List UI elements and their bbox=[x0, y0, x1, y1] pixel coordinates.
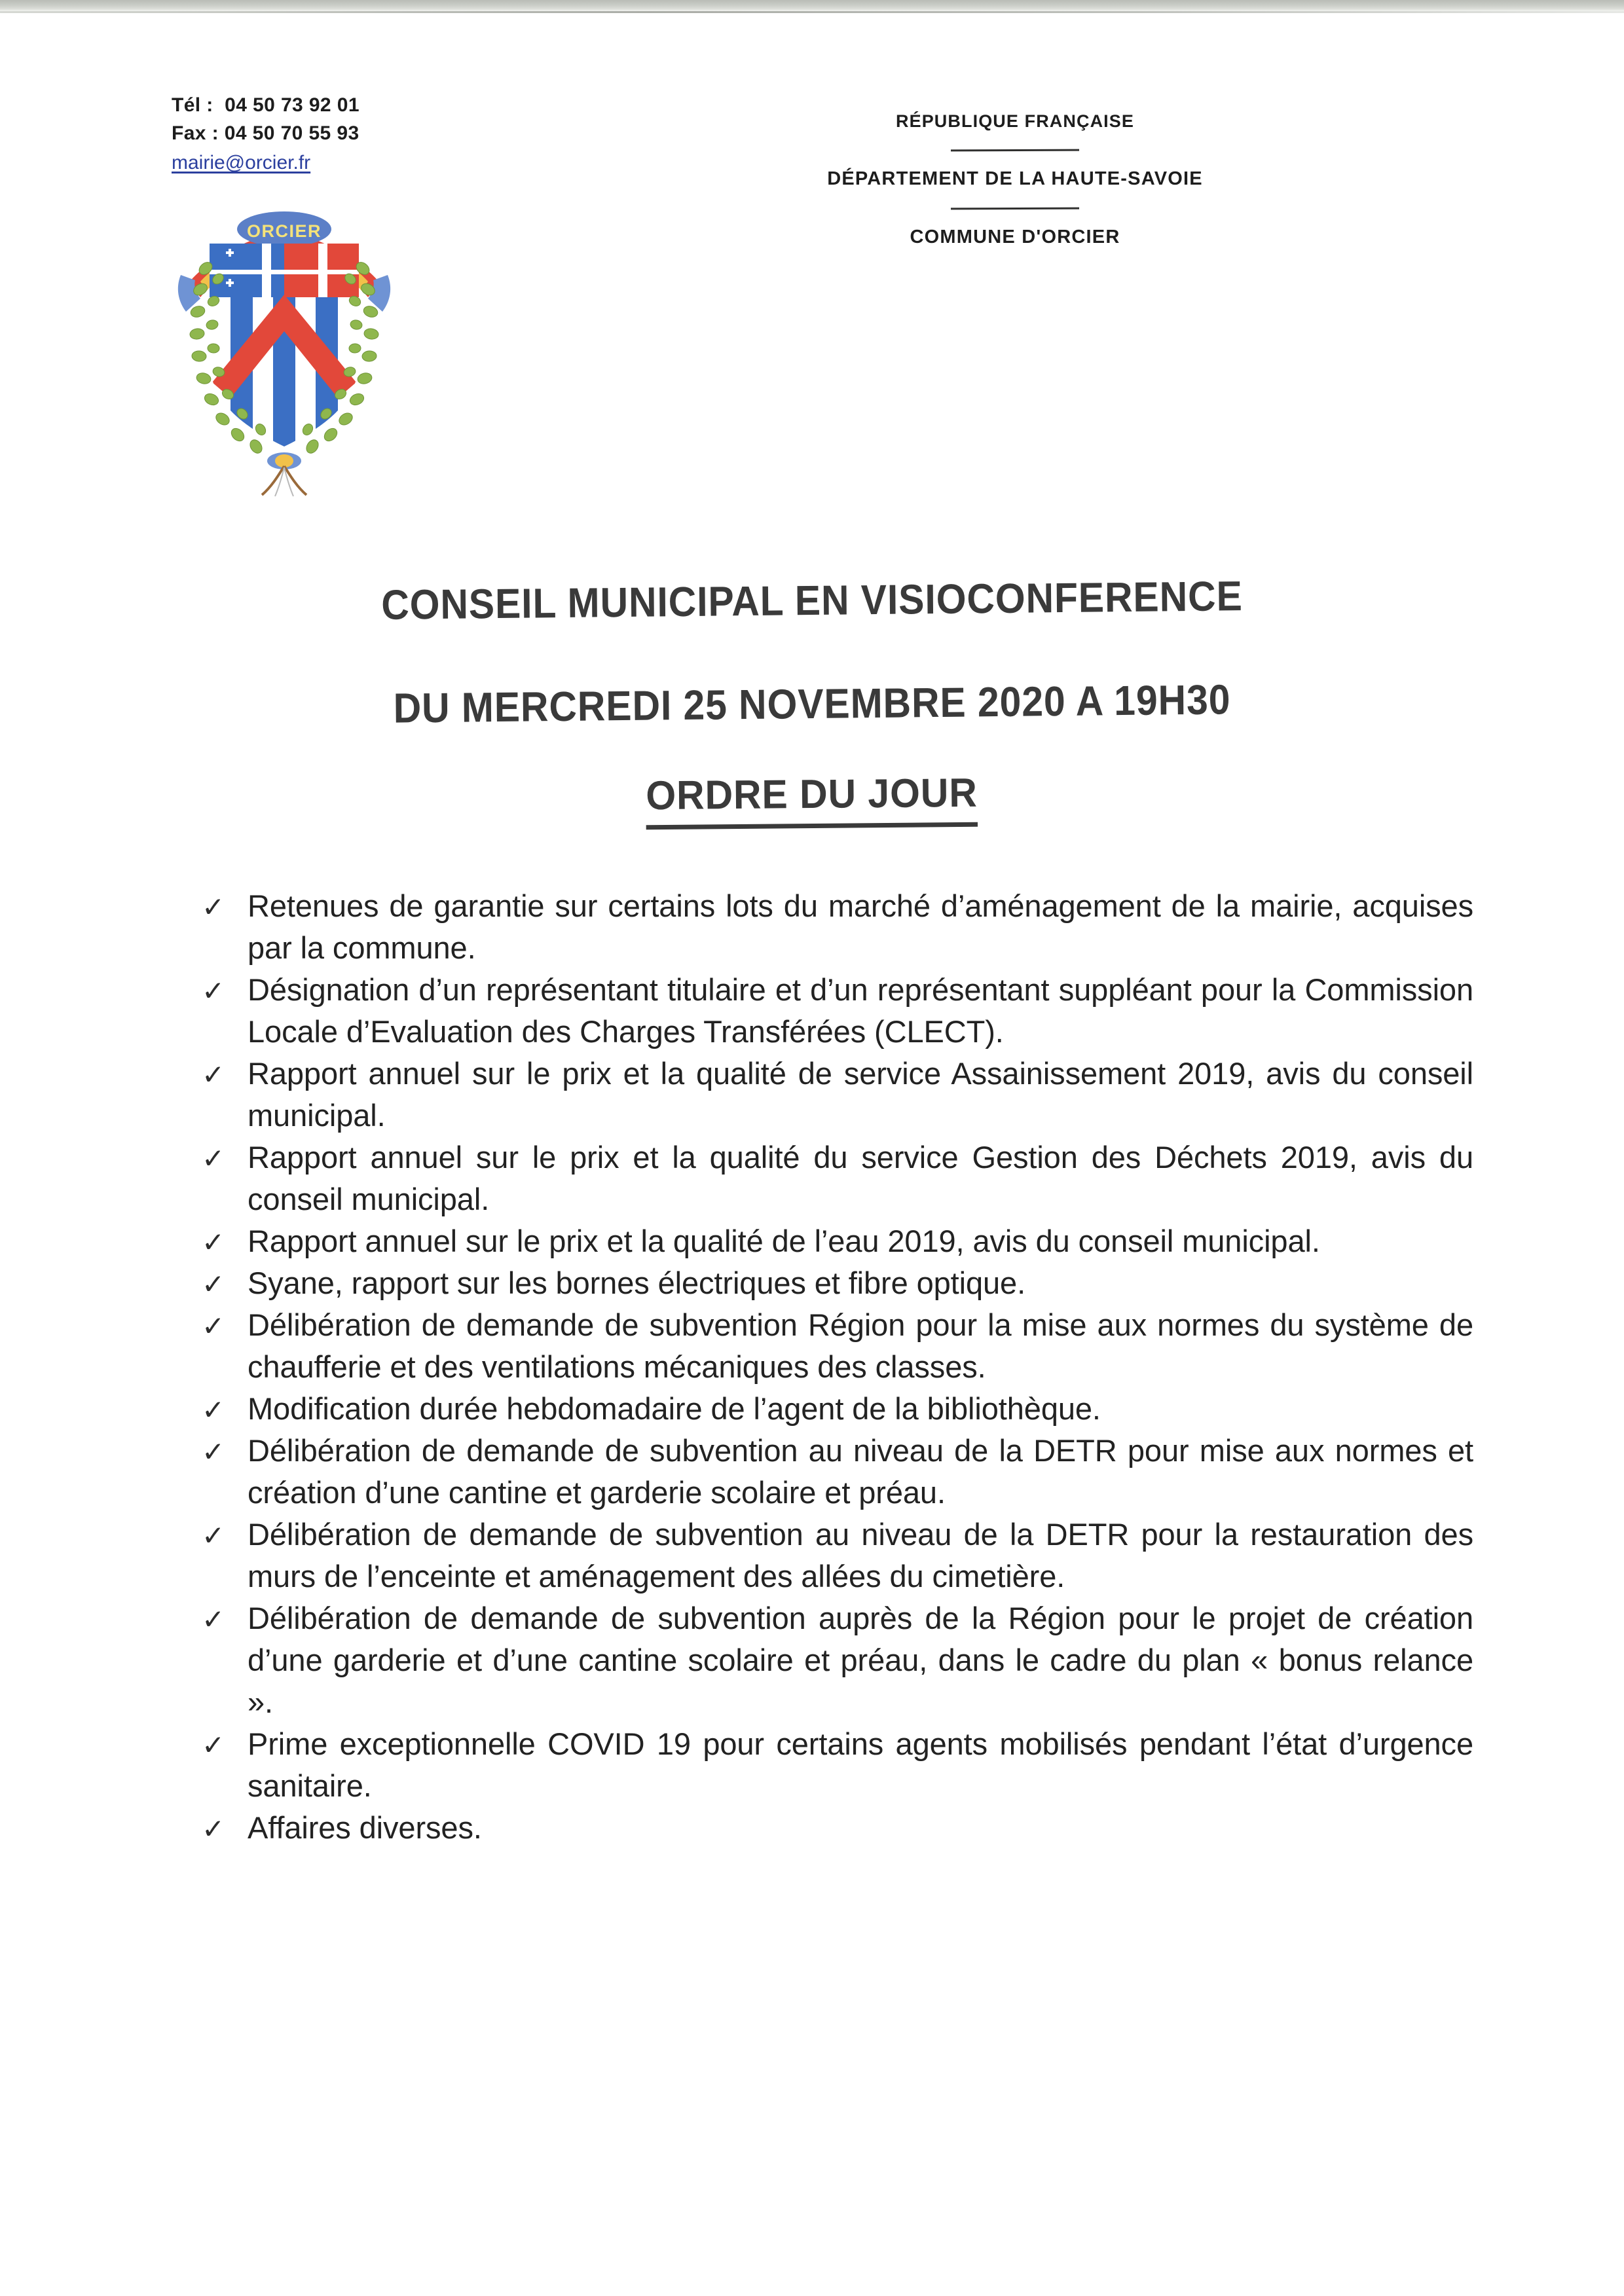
scanner-edge-band bbox=[0, 0, 1624, 11]
agenda-item-text: Désignation d’un représentant titulaire et d’un représentant suppléant pour la Commission Locale d’Evaluation des Charges Transférées (CLECT). bbox=[248, 972, 1473, 1049]
agenda-item bbox=[196, 1388, 1473, 1430]
page-title-line-1: CONSEIL MUNICIPAL EN VISIOCONFERENCE bbox=[380, 572, 1244, 629]
agenda-item bbox=[196, 1053, 1473, 1137]
agenda-item-text: Affaires diverses. bbox=[248, 1810, 482, 1845]
agenda-item-text: Rapport annuel sur le prix et la qualité de service Assainissement 2019, avis du conseil municipal. bbox=[248, 1056, 1473, 1133]
email-link[interactable]: mairie@orcier.fr bbox=[172, 152, 311, 174]
checkmark-icon: ✓ bbox=[202, 1730, 225, 1760]
checkmark-icon: ✓ bbox=[202, 1604, 225, 1635]
checkmark-icon: ✓ bbox=[202, 1394, 225, 1425]
coat-of-arms-icon bbox=[162, 196, 406, 498]
republic-line: RÉPUBLIQUE FRANÇAISE bbox=[895, 111, 1135, 131]
agenda-item bbox=[196, 1220, 1473, 1262]
agenda-item bbox=[196, 885, 1473, 969]
crest-tie bbox=[262, 452, 306, 496]
checkmark-icon: ✓ bbox=[202, 1520, 225, 1551]
agenda-item bbox=[196, 1304, 1473, 1388]
commune-line: COMMUNE D'ORCIER bbox=[910, 227, 1120, 247]
agenda-item-text: Syane, rapport sur les bornes électriques et fibre optique. bbox=[248, 1266, 1026, 1300]
agenda-item bbox=[196, 1430, 1473, 1514]
agenda-item-text: Délibération de demande de subvention au niveau de la DETR pour la restauration des murs de l’enceinte et aménagement des allées du cimetière. bbox=[248, 1517, 1473, 1594]
agenda-item-text: Prime exceptionnelle COVID 19 pour certains agents mobilisés pendant l’état d’urgence sanitaire. bbox=[248, 1726, 1473, 1803]
agenda-list bbox=[196, 885, 1473, 1849]
contact-block bbox=[172, 92, 360, 177]
checkmark-icon: ✓ bbox=[202, 1059, 225, 1090]
department-line: DÉPARTEMENT DE LA HAUTE-SAVOIE bbox=[827, 168, 1203, 189]
checkmark-icon: ✓ bbox=[202, 1311, 225, 1341]
crest-banner-text: ORCIER bbox=[246, 221, 322, 241]
page-title-line-2: DU MERCREDI 25 NOVEMBRE 2020 A 19H30 bbox=[393, 676, 1231, 732]
scanner-edge-line bbox=[0, 11, 1624, 13]
agenda-item bbox=[196, 1597, 1473, 1723]
checkmark-icon: ✓ bbox=[202, 892, 225, 922]
agenda-item-text: Délibération de demande de subvention auprès de la Région pour le projet de création d’une garderie et d’une cantine scolaire et préau, dans le cadre du plan « bonus relance ». bbox=[248, 1601, 1473, 1719]
header-divider-1 bbox=[951, 149, 1079, 152]
agenda-item-text: Délibération de demande de subvention au niveau de la DETR pour mise aux normes et création d’une cantine et garderie scolaire et préau. bbox=[248, 1433, 1473, 1510]
agenda-item-text: Rapport annuel sur le prix et la qualité du service Gestion des Déchets 2019, avis du conseil municipal. bbox=[248, 1140, 1473, 1216]
agenda-item bbox=[196, 1262, 1473, 1304]
agenda-item-text: Rapport annuel sur le prix et la qualité de l’eau 2019, avis du conseil municipal. bbox=[248, 1224, 1320, 1258]
agenda-item bbox=[196, 1137, 1473, 1220]
agenda-item-text: Modification durée hebdomadaire de l’agent de la bibliothèque. bbox=[248, 1391, 1101, 1426]
checkmark-icon: ✓ bbox=[202, 1436, 225, 1467]
agenda-heading-wrap bbox=[0, 764, 1624, 835]
agenda-item-text: Retenues de garantie sur certains lots du marché d’aménagement de la mairie, acquises par la commune. bbox=[248, 888, 1473, 965]
checkmark-icon: ✓ bbox=[202, 975, 225, 1006]
fax-line: Fax : 04 50 70 55 93 bbox=[172, 122, 360, 144]
checkmark-icon: ✓ bbox=[202, 1143, 225, 1174]
agenda-heading: ORDRE DU JOUR bbox=[646, 770, 978, 829]
agenda-item bbox=[196, 1723, 1473, 1807]
republic-header bbox=[747, 111, 1283, 248]
checkmark-icon: ✓ bbox=[202, 1269, 225, 1300]
agenda-item bbox=[196, 1514, 1473, 1597]
checkmark-icon: ✓ bbox=[202, 1813, 225, 1844]
agenda-item bbox=[196, 969, 1473, 1053]
agenda-item bbox=[196, 1807, 1473, 1849]
phone-line: Tél : 04 50 73 92 01 bbox=[172, 94, 360, 116]
checkmark-icon: ✓ bbox=[202, 1227, 225, 1258]
crest-shield bbox=[210, 244, 359, 454]
agenda-item-text: Délibération de demande de subvention Région pour la mise aux normes du système de chaufferie et des ventilations mécaniques des classes. bbox=[248, 1307, 1473, 1384]
header-divider-2 bbox=[951, 208, 1079, 210]
